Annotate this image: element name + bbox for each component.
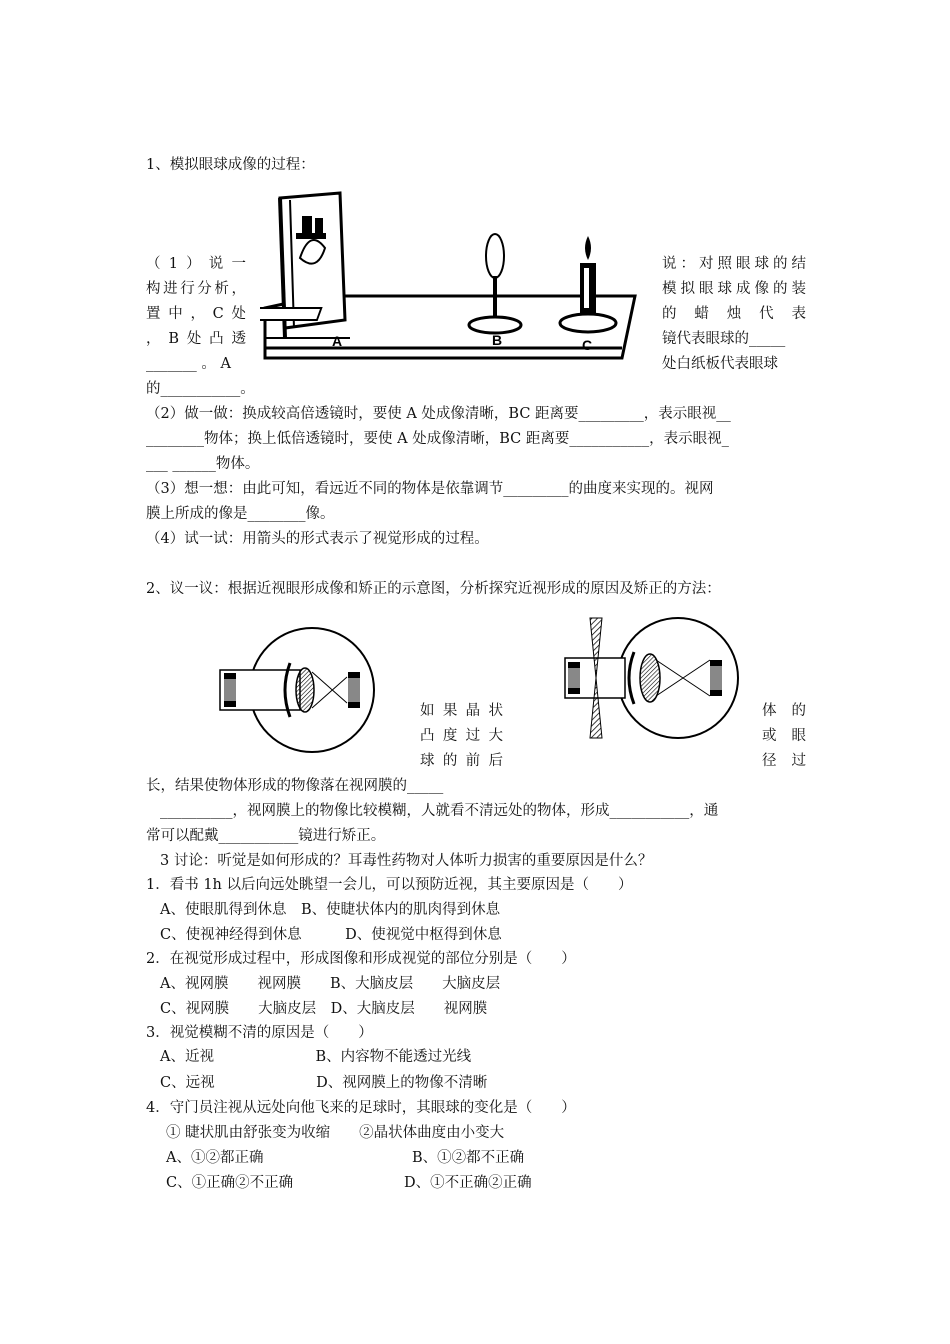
mid-left-line-2 (420, 727, 503, 745)
section2-line-b: __________，视网膜上的物像比较模糊，人就看不清远处的物体，形成___________，通 (160, 803, 719, 819)
right-line-2-char: 装 (791, 281, 806, 297)
question-4-option-c: C、①正确②不正确 (166, 1175, 294, 1191)
right-line-1-char: 眼 (736, 256, 751, 272)
left-line-1-char: 一 (231, 256, 246, 272)
mid-left-line-1-char: 如 (420, 703, 435, 719)
right-line-2-char: 模 (662, 281, 677, 297)
left-line-2 (146, 280, 246, 298)
section2-heading: 2、议一议：根据近视眼形成像和矫正的示意图，分析探究近视形成的原因及矫正的方法： (146, 581, 721, 597)
mid-left-line-2-char: 过 (465, 728, 481, 744)
mid-right-line-3-char: 过 (791, 753, 806, 769)
figure-label-a: A (332, 333, 343, 349)
mid-right-line-2-char: 或 (762, 728, 777, 744)
right-line-2-char: 成 (736, 281, 751, 297)
right-line-1-char: 对 (699, 256, 714, 272)
right-line-3-char: 蜡 (694, 306, 709, 322)
right-line-2-char: 像 (754, 281, 769, 297)
section1-line-after: 的___________。 (146, 381, 255, 397)
mid-right-line-1-char: 的 (791, 703, 806, 719)
corrected-eye-figure (560, 610, 760, 740)
left-line-4-char: 凸 (209, 331, 224, 347)
right-line-2-char: 眼 (699, 281, 714, 297)
right-line-1-char: 的 (773, 256, 788, 272)
left-line-3 (146, 305, 246, 323)
right-line-3-char: 代 (759, 306, 774, 322)
mid-right-line-3 (762, 752, 806, 770)
question-1-row-2: C、使视神经得到休息 D、使视觉中枢得到休息 (160, 927, 502, 943)
question-4-row-1: ① 睫状肌由舒张变为收缩 ②晶状体曲度由小变大 (166, 1125, 505, 1141)
question-4-option-a: A、①②都正确 (166, 1150, 264, 1166)
right-line-1 (662, 255, 806, 273)
q2-line-3: ___ ______物体。 (146, 456, 260, 472)
mid-left-line-1 (420, 702, 503, 720)
right-line-1-char: ： (680, 256, 695, 272)
left-line-1-char: 说 (208, 256, 224, 272)
mid-right-line-2-char: 眼 (791, 728, 806, 744)
figure-label-c: C (582, 337, 593, 353)
q3-line-1: （3）想一想：由此可知，看远近不同的物体是依靠调节_________的曲度来实现的。视网 (146, 481, 714, 497)
q3-line-2: 膜上所成的像是________像。 (146, 506, 335, 522)
left-line-2-char: 行 (180, 281, 195, 297)
myopic-eye-figure (172, 608, 402, 758)
question-3-row-1: A、近视 B、内容物不能透过光线 (160, 1049, 472, 1065)
mid-left-line-3-char: 球 (420, 753, 435, 769)
question-2-row-1: A、视网膜 视网膜 B、大脑皮层 大脑皮层 (160, 976, 501, 992)
mid-right-line-3-char: 径 (762, 753, 777, 769)
left-line-1-char: ） (186, 256, 201, 272)
right-line-2-char: 拟 (680, 281, 695, 297)
left-line-3-char: C (212, 306, 224, 322)
right-line-2 (662, 280, 806, 298)
mid-left-line-1-char: 状 (488, 703, 503, 719)
right-line-2-char: 球 (717, 281, 732, 297)
left-line-1-char: （ (146, 256, 161, 272)
left-line-2-char: 析 (214, 281, 229, 297)
mid-left-line-2-char: 度 (442, 728, 458, 744)
right-line-5: 处白纸板代表眼球 (662, 356, 778, 372)
right-line-3-char: 烛 (726, 306, 742, 322)
mid-left-line-3 (420, 752, 503, 770)
right-line-2-char: 的 (773, 281, 788, 297)
left-line-4-char: 处 (186, 331, 202, 347)
section1-heading: 1、模拟眼球成像的过程： (146, 157, 315, 173)
left-line-2-char: 构 (146, 281, 161, 297)
mid-right-line-2 (762, 727, 806, 745)
discussion-question: 3 讨论：听觉是如何形成的？耳毒性药物对人体听力损害的重要原因是什么？ (160, 853, 653, 869)
left-line-3-char: ， (190, 306, 205, 322)
left-line-4 (146, 330, 246, 348)
left-line-5: _______ 。 A (146, 356, 231, 372)
question-4-option-b: B、①②都不正确 (412, 1150, 525, 1166)
mid-left-line-3-char: 的 (442, 753, 458, 769)
right-line-1-char: 结 (791, 256, 806, 272)
left-line-1 (146, 255, 246, 273)
mid-left-line-1-char: 晶 (465, 703, 481, 719)
left-line-3-char: 置 (146, 306, 161, 322)
right-line-3 (662, 305, 806, 323)
left-line-4-char: ， (146, 331, 161, 347)
mid-left-line-3-char: 前 (465, 753, 481, 769)
right-line-1-char: 球 (754, 256, 769, 272)
mid-right-line-1-char: 体 (762, 703, 777, 719)
eye-model-experiment-figure (260, 188, 640, 368)
left-line-3-char: 中 (168, 306, 183, 322)
mid-left-line-1-char: 果 (442, 703, 458, 719)
mid-left-line-3-char: 后 (488, 753, 503, 769)
q2-line-2: ________物体；换上低倍透镜时，要使 A 处成像清晰，BC 距离要___________，表示眼视_ (146, 431, 729, 447)
left-line-2-char: 进 (163, 281, 178, 297)
section2-line-a: 长，结果使物体形成的物像落在视网膜的_____ (146, 778, 444, 794)
right-line-1-char: 说 (662, 256, 677, 272)
right-line-4: 镜代表眼球的_____ (662, 331, 786, 347)
question-1-row-1: A、使眼肌得到休息 B、使睫状体内的肌肉得到休息 (160, 902, 501, 918)
left-line-1-char: 1 (168, 256, 178, 272)
mid-left-line-2-char: 大 (488, 728, 503, 744)
question-3-stem: 3．视觉模糊不清的原因是（ ） (146, 1025, 373, 1041)
right-line-1-char: 照 (717, 256, 732, 272)
mid-right-line-1 (762, 702, 806, 720)
left-line-4-char: 透 (231, 331, 246, 347)
question-4-stem: 4．守门员注视从远处向他飞来的足球时，其眼球的变化是（ ） (146, 1100, 576, 1116)
question-2-stem: 2．在视觉形成过程中，形成图像和形成视觉的部位分别是（ ） (146, 951, 576, 967)
right-line-3-char: 的 (662, 306, 677, 322)
question-1-stem: 1．看书 1h 以后向远处眺望一会儿，可以预防近视，其主要原因是（ ） (146, 877, 633, 893)
mid-left-line-2-char: 凸 (420, 728, 435, 744)
question-3-row-2: C、远视 D、视网膜上的物像不清晰 (160, 1075, 488, 1091)
left-line-2-char: 分 (197, 281, 212, 297)
left-line-2-char: ， (231, 281, 246, 297)
q2-line-1: （2）做一做：换成较高倍透镜时，要使 A 处成像清晰，BC 距离要_________，表示眼视__ (146, 406, 731, 422)
question-2-row-2: C、视网膜 大脑皮层 D、大脑皮层 视网膜 (160, 1001, 488, 1017)
question-4-option-d: D、①不正确②正确 (404, 1175, 532, 1191)
section2-line-c: 常可以配戴___________镜进行矫正。 (146, 828, 386, 844)
figure-label-b: B (492, 332, 503, 348)
right-line-3-char: 表 (791, 306, 806, 322)
left-line-4-char: B (168, 331, 179, 347)
q4-line: （4）试一试：用箭头的形式表示了视觉形成的过程。 (146, 531, 489, 547)
left-line-3-char: 处 (231, 306, 246, 322)
